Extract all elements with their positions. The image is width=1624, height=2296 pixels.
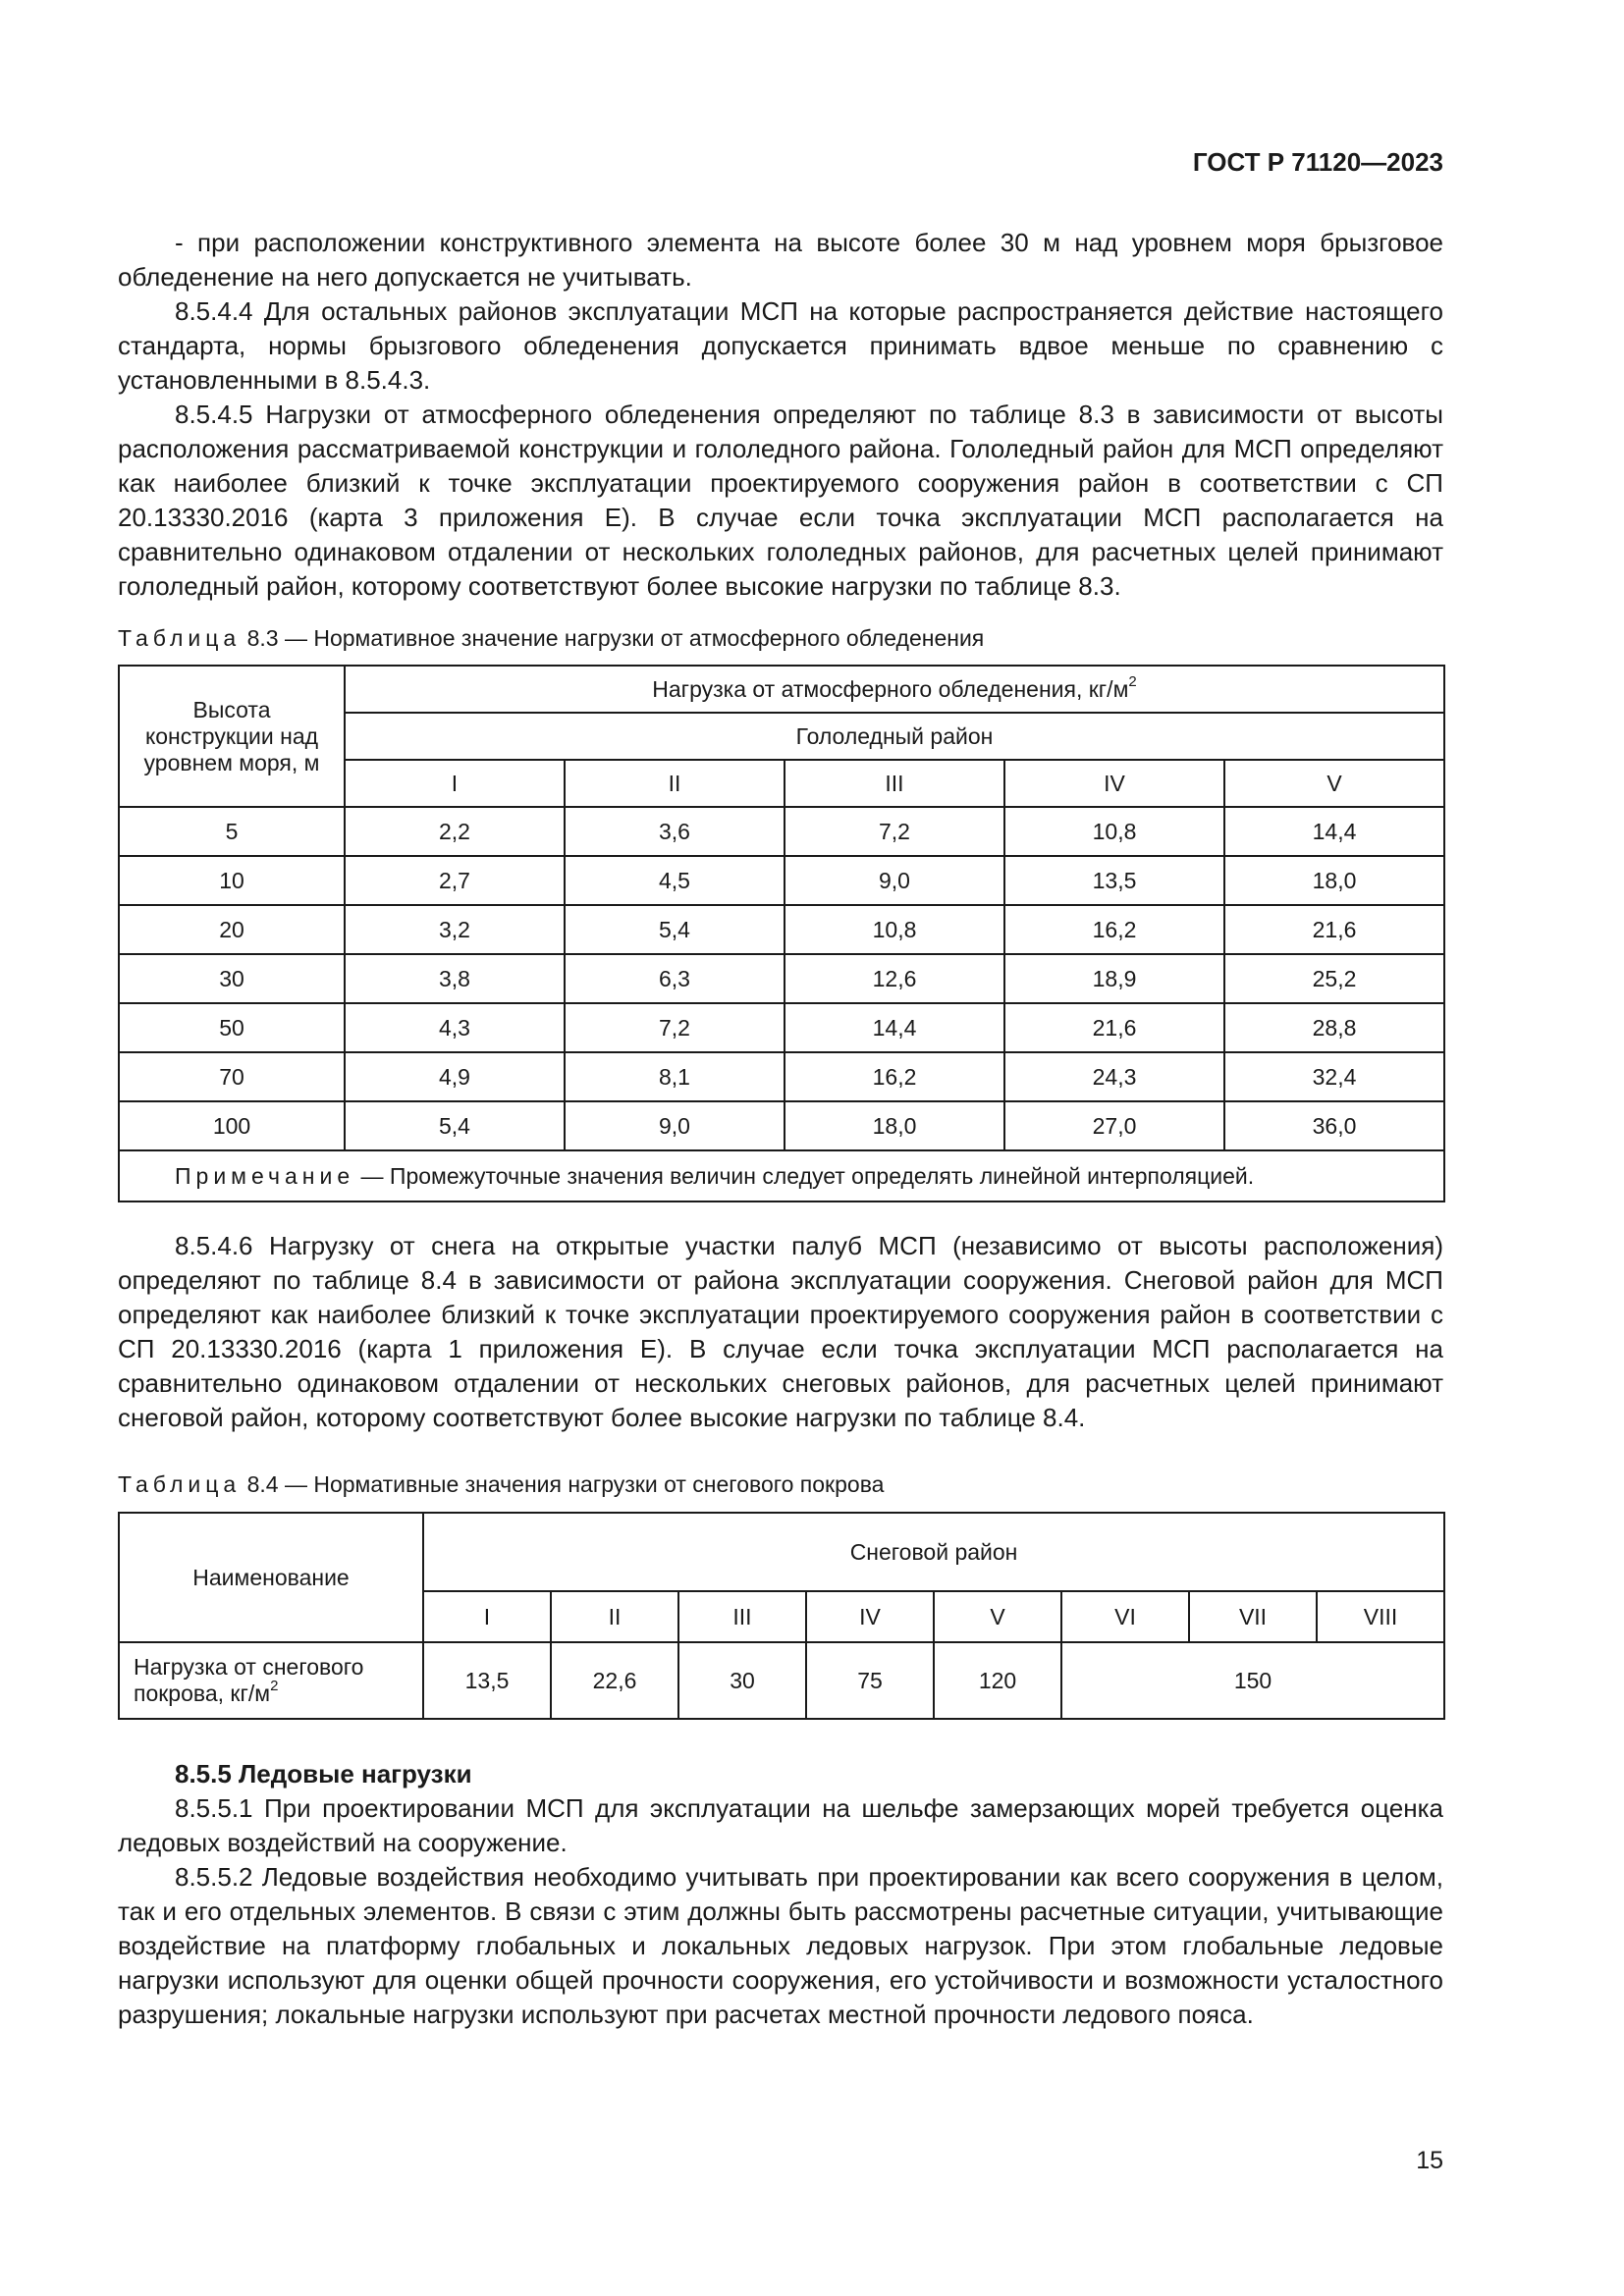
header-name-cell: Наименование bbox=[119, 1513, 423, 1642]
table-8-3 bbox=[118, 665, 1445, 1202]
height-cell: 100 bbox=[119, 1101, 345, 1150]
region-header-cell: I bbox=[345, 760, 565, 807]
height-cell: 30 bbox=[119, 954, 345, 1003]
table-row bbox=[119, 905, 1444, 954]
snow-region-header-cell: IV bbox=[806, 1591, 934, 1642]
load-value-cell: 2,2 bbox=[345, 807, 565, 856]
load-value-cell: 10,8 bbox=[1004, 807, 1224, 856]
snow-load-value-cell: 75 bbox=[806, 1642, 934, 1719]
load-value-cell: 3,6 bbox=[565, 807, 785, 856]
load-value-cell: 8,1 bbox=[565, 1052, 785, 1101]
load-value-cell: 5,4 bbox=[565, 905, 785, 954]
load-value-cell: 7,2 bbox=[785, 807, 1004, 856]
snow-region-header-cell: VIII bbox=[1317, 1591, 1444, 1642]
paragraph: 8.5.5.1 При проектировании МСП для эксплуатации на шельфе замерзающих морей требуется оценка ледовых воздействий на сооружение. bbox=[118, 1793, 1443, 1857]
load-value-cell: 13,5 bbox=[1004, 856, 1224, 905]
load-value-cell: 25,2 bbox=[1224, 954, 1444, 1003]
height-cell: 10 bbox=[119, 856, 345, 905]
load-value-cell: 10,8 bbox=[785, 905, 1004, 954]
height-cell: 70 bbox=[119, 1052, 345, 1101]
table-label: Таблица bbox=[118, 625, 242, 651]
load-value-cell: 24,3 bbox=[1004, 1052, 1224, 1101]
load-value-cell: 4,3 bbox=[345, 1003, 565, 1052]
snow-load-value-cell: 22,6 bbox=[551, 1642, 678, 1719]
table-row bbox=[119, 954, 1444, 1003]
height-cell: 5 bbox=[119, 807, 345, 856]
load-value-cell: 27,0 bbox=[1004, 1101, 1224, 1150]
snow-load-value-cell: 13,5 bbox=[423, 1642, 551, 1719]
snow-region-header-cell: II bbox=[551, 1591, 678, 1642]
load-value-cell: 4,5 bbox=[565, 856, 785, 905]
load-value-cell: 21,6 bbox=[1004, 1003, 1224, 1052]
load-value-cell: 3,8 bbox=[345, 954, 565, 1003]
snow-load-value-cell: 30 bbox=[678, 1642, 806, 1719]
load-value-cell: 5,4 bbox=[345, 1101, 565, 1150]
load-value-cell: 7,2 bbox=[565, 1003, 785, 1052]
load-value-cell: 18,9 bbox=[1004, 954, 1224, 1003]
load-value-cell: 28,8 bbox=[1224, 1003, 1444, 1052]
table-label: Таблица bbox=[118, 1471, 242, 1497]
table-8-4-caption bbox=[118, 1469, 1443, 1499]
load-value-cell: 16,2 bbox=[785, 1052, 1004, 1101]
header-snow-region-cell: Снеговой район bbox=[423, 1513, 1444, 1591]
snow-region-header-cell: III bbox=[678, 1591, 806, 1642]
load-value-cell: 6,3 bbox=[565, 954, 785, 1003]
table-8-4-wrapper bbox=[118, 1512, 1443, 1720]
snow-region-header-cell: VI bbox=[1061, 1591, 1189, 1642]
table-note: Примечание — Промежуточные значения величин следует определять линейной интерполяцией. bbox=[119, 1150, 1444, 1201]
load-value-cell: 9,0 bbox=[565, 1101, 785, 1150]
load-value-cell: 12,6 bbox=[785, 954, 1004, 1003]
height-cell: 50 bbox=[119, 1003, 345, 1052]
table-caption-text: 8.3 — Нормативное значение нагрузки от атмосферного обледенения bbox=[246, 625, 985, 651]
load-value-cell: 36,0 bbox=[1224, 1101, 1444, 1150]
table-row bbox=[119, 1052, 1444, 1101]
load-value-cell: 18,0 bbox=[785, 1101, 1004, 1150]
paragraph: 8.5.4.5 Нагрузки от атмосферного обледенения определяют по таблице 8.3 в зависимости от высоты расположения рассматриваемой конструкции и гололедного района. Гололедный район для МСП определяют как наиболее близкий к точке эксплуатации проектируемого сооружения район в соответствии с СП 20.13330.2016 (карта 3 приложения Е). В случае если точка эксплуатации МСП располагается на сравнительно одинаковом отдалении от нескольких гололедных районов, для расчетных целей принимают гололедный район, которому соответствуют более высокие нагрузки по таблице 8.3. bbox=[118, 400, 1443, 601]
load-value-cell: 16,2 bbox=[1004, 905, 1224, 954]
table-row bbox=[119, 1642, 1444, 1719]
table-8-3-caption bbox=[118, 623, 1443, 653]
middle-text-block bbox=[118, 1229, 1443, 1435]
table-row bbox=[119, 807, 1444, 856]
height-cell: 20 bbox=[119, 905, 345, 954]
section-title: 8.5.5 Ледовые нагрузки bbox=[175, 1759, 472, 1789]
paragraph: 8.5.4.4 Для остальных районов эксплуатации МСП на которые распространяется действие настоящего стандарта, нормы брызгового обледенения допускается принимать вдвое меньше по сравнению с установленными в 8.5.4.3. bbox=[118, 296, 1443, 395]
load-value-cell: 9,0 bbox=[785, 856, 1004, 905]
snow-load-value-cell: 120 bbox=[934, 1642, 1061, 1719]
document-code-header: ГОСТ Р 71120—2023 bbox=[1192, 147, 1443, 177]
table-8-3-wrapper bbox=[118, 665, 1443, 1202]
row-label-cell: Нагрузка от снегового покрова, $кг/м^2$ bbox=[119, 1642, 423, 1719]
load-value-cell: 14,4 bbox=[785, 1003, 1004, 1052]
header-height-cell: Высота конструкции над уровнем моря, м bbox=[119, 666, 345, 807]
header-load-cell: Нагрузка от атмосферного обледенения, $кг/м^2$ bbox=[345, 666, 1444, 713]
load-value-cell: 18,0 bbox=[1224, 856, 1444, 905]
load-value-cell: 32,4 bbox=[1224, 1052, 1444, 1101]
snow-region-header-cell: I bbox=[423, 1591, 551, 1642]
table-row bbox=[119, 1003, 1444, 1052]
load-value-cell: 2,7 bbox=[345, 856, 565, 905]
region-header-cell: IV bbox=[1004, 760, 1224, 807]
snow-region-header-cell: V bbox=[934, 1591, 1061, 1642]
section-8-5-5-block bbox=[118, 1757, 1443, 2032]
table-row bbox=[119, 856, 1444, 905]
top-text-block bbox=[118, 226, 1443, 604]
region-header-cell: V bbox=[1224, 760, 1444, 807]
snow-region-header-cell: VII bbox=[1189, 1591, 1317, 1642]
snow-load-merged-cell: 150 bbox=[1061, 1642, 1444, 1719]
table-caption-text: 8.4 — Нормативные значения нагрузки от снегового покрова bbox=[246, 1471, 885, 1497]
page-number: 15 bbox=[1416, 2147, 1443, 2174]
paragraph: 8.5.5.2 Ледовые воздействия необходимо учитывать при проектировании как всего сооружения в целом, так и его отдельных элементов. В связи с этим должны быть рассмотрены расчетные ситуации, учитывающие воздействие на платформу глобальных и локальных ледовых нагрузок. При этом глобальные ледовые нагрузки используют для оценки общей прочности сооружения, его устойчивости и возможности усталостного разрушения; локальные нагрузки используют при расчетах местной прочности ледового пояса. bbox=[118, 1862, 1443, 2029]
table-8-4 bbox=[118, 1512, 1445, 1720]
region-header-cell: III bbox=[785, 760, 1004, 807]
header-region-cell: Гололедный район bbox=[345, 713, 1444, 760]
load-value-cell: 4,9 bbox=[345, 1052, 565, 1101]
paragraph: - при расположении конструктивного элемента на высоте более 30 м над уровнем моря брызговое обледенение на него допускается не учитывать. bbox=[118, 228, 1443, 292]
load-value-cell: 3,2 bbox=[345, 905, 565, 954]
load-value-cell: 21,6 bbox=[1224, 905, 1444, 954]
load-value-cell: 14,4 bbox=[1224, 807, 1444, 856]
table-row bbox=[119, 1101, 1444, 1150]
paragraph: 8.5.4.6 Нагрузку от снега на открытые участки палуб МСП (независимо от высоты расположения) определяют по таблице 8.4 в зависимости от района эксплуатации сооружения. Снеговой район для МСП определяют как наиболее близкий к точке эксплуатации проектируемого сооружения район в соответствии с СП 20.13330.2016 (карта 1 приложения Е). В случае если точка эксплуатации МСП располагается на сравнительно одинаковом отдалении от нескольких снеговых районов, для расчетных целей принимают снеговой район, которому соответствуют более высокие нагрузки по таблице 8.4. bbox=[118, 1231, 1443, 1432]
region-header-cell: II bbox=[565, 760, 785, 807]
